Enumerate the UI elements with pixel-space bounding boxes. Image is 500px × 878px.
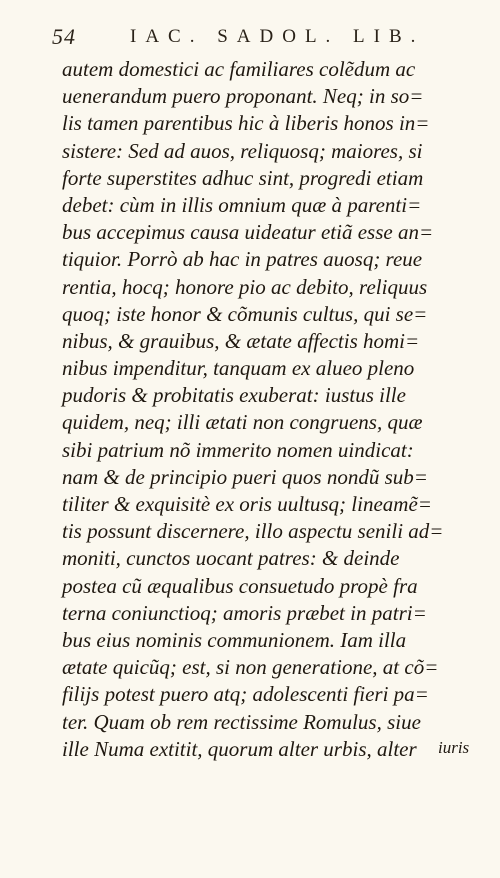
page-header (52, 24, 460, 50)
text-line: tis possunt discernere, illo aspectu senili ad= (62, 519, 444, 544)
text-line: rentia, hocq; honore pio ac debito, reliquus (62, 274, 428, 299)
text-line: quidem, neq; illi ætati non congruens, quæ (62, 410, 423, 435)
text-line: moniti, cunctos uocant patres: & deinde (62, 546, 400, 571)
text-line: nibus impenditur, tanquam ex alueo pleno (62, 356, 415, 381)
text-line: autem domestici ac familiares colẽdum ac (62, 57, 416, 81)
text-line: sibi patrium nõ immerito nomen uindicat: (62, 437, 414, 462)
text-line: bus eius nominis communionem. Iam illa (62, 627, 407, 652)
body-text (62, 56, 490, 763)
text-line: nibus, & grauibus, & ætate affectis homi= (62, 328, 420, 353)
text-line: nam & de principio pueri quos nondũ sub= (62, 464, 428, 489)
text-line: forte superstites adhuc sint, progredi etiam (62, 165, 424, 190)
text-line: lis tamen parentibus hic à liberis honos in= (62, 111, 430, 136)
text-line: pudoris & probitatis exuberat: iustus ille (62, 383, 406, 408)
text-line: ætate quicũq; est, si non generatione, at cõ= (62, 655, 439, 680)
text-line: bus accepimus causa uideatur etiã esse an= (62, 220, 434, 245)
text-line: quoq; iste honor & cõmunis cultus, qui se= (62, 301, 428, 326)
text-line: debet: cùm in illis omnium quæ à parenti= (62, 192, 422, 217)
text-line: ille Numa extitit, quorum alter urbis, alter (62, 736, 417, 761)
text-line: filijs potest puero atq; adolescenti fieri pa= (62, 682, 429, 707)
text-line: postea cũ æqualibus consuetudo propè fra (62, 573, 418, 598)
text-line: sistere: Sed ad auos, reliquosq; maiores, si (62, 138, 423, 163)
text-line: tiliter & exquisitè ex oris uultusq; lineamẽ= (62, 492, 432, 516)
running-head: IAC. SADOL. LIB. (130, 26, 425, 47)
text-line: terna coniunctioq; amoris præbet in patri= (62, 600, 427, 625)
text-line: tiquior. Porrò ab hac in patres auosq; reue (62, 247, 423, 272)
text-line: uenerandum puero proponant. Neq; in so= (62, 84, 424, 109)
catchword: iuris (438, 738, 470, 757)
page-number: 54 (52, 24, 76, 49)
text-line: ter. Quam ob rem rectissime Romulus, siue (62, 709, 421, 734)
